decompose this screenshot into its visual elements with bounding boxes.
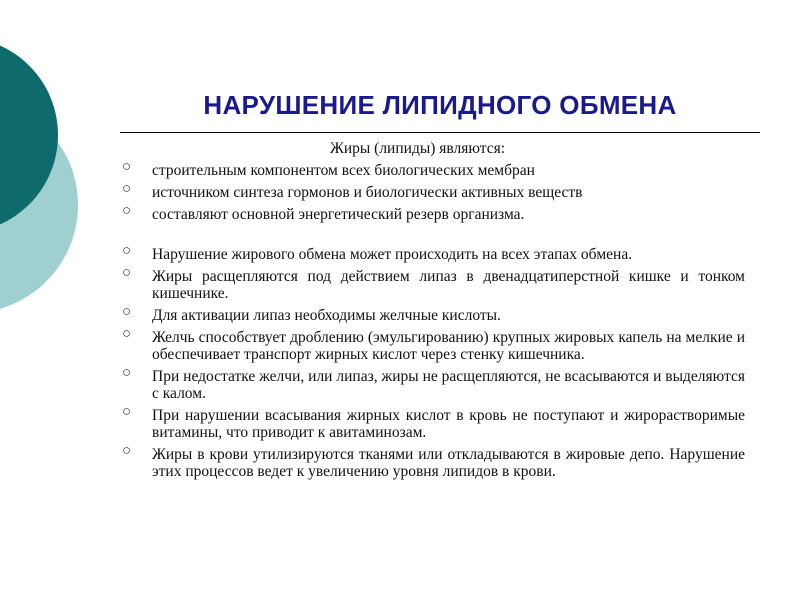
bullet-icon: ○: [122, 326, 132, 342]
title-divider: [120, 132, 760, 133]
list-item: ○ источником синтеза гормонов и биологически активных веществ: [122, 181, 583, 201]
bullet-icon: ○: [122, 304, 132, 320]
list-item: ○ Для активации липаз необходимы желчные кислоты.: [122, 304, 501, 324]
bullet-icon: ○: [122, 404, 132, 420]
slide-content: [120, 140, 745, 485]
bullet-icon: ○: [122, 265, 132, 281]
list-item: ○ Желчь способствует дроблению (эмульгированию) крупных жировых капель на мелкие и обеспечивает транспорт жирных кислот через стенку кишечника.: [122, 326, 745, 363]
list-item: ○ строительным компонентом всех биологических мембран: [122, 159, 535, 179]
lipid-functions-list: [120, 159, 745, 223]
bullet-icon: ○: [122, 365, 132, 381]
slide-title: НАРУШЕНИЕ ЛИПИДНОГО ОБМЕНА: [203, 90, 677, 120]
decorative-circles: [0, 0, 120, 340]
list-item: ○ составляют основной энергетический резерв организма.: [122, 203, 525, 223]
bullet-icon: ○: [122, 203, 132, 219]
intro-text: Жиры (липиды) являются:: [329, 140, 506, 157]
list-item: ○ Жиры расщепляются под действием липаз в двенадцатиперстной кишке и тонком кишечнике.: [122, 265, 745, 302]
bullet-icon: ○: [122, 443, 132, 459]
lipid-disorder-list: [120, 243, 745, 480]
list-item: ○ При недостатке желчи, или липаз, жиры не расщепляются, не всасываются и выделяются с калом.: [122, 365, 745, 402]
list-item: ○ Жиры в крови утилизируются тканями или откладываются в жировые депо. Нарушение этих процессов ведет к увеличению уровня липидов в крови.: [122, 443, 745, 480]
bullet-icon: ○: [122, 159, 132, 175]
list-item: ○ При нарушении всасывания жирных кислот в кровь не поступают и жирорастворимые витамины, что приводит к авитаминозам.: [122, 404, 745, 441]
bullet-icon: ○: [122, 243, 132, 259]
list-item: ○ Нарушение жирового обмена может происходить на всех этапах обмена.: [122, 243, 633, 263]
bullet-icon: ○: [122, 181, 132, 197]
